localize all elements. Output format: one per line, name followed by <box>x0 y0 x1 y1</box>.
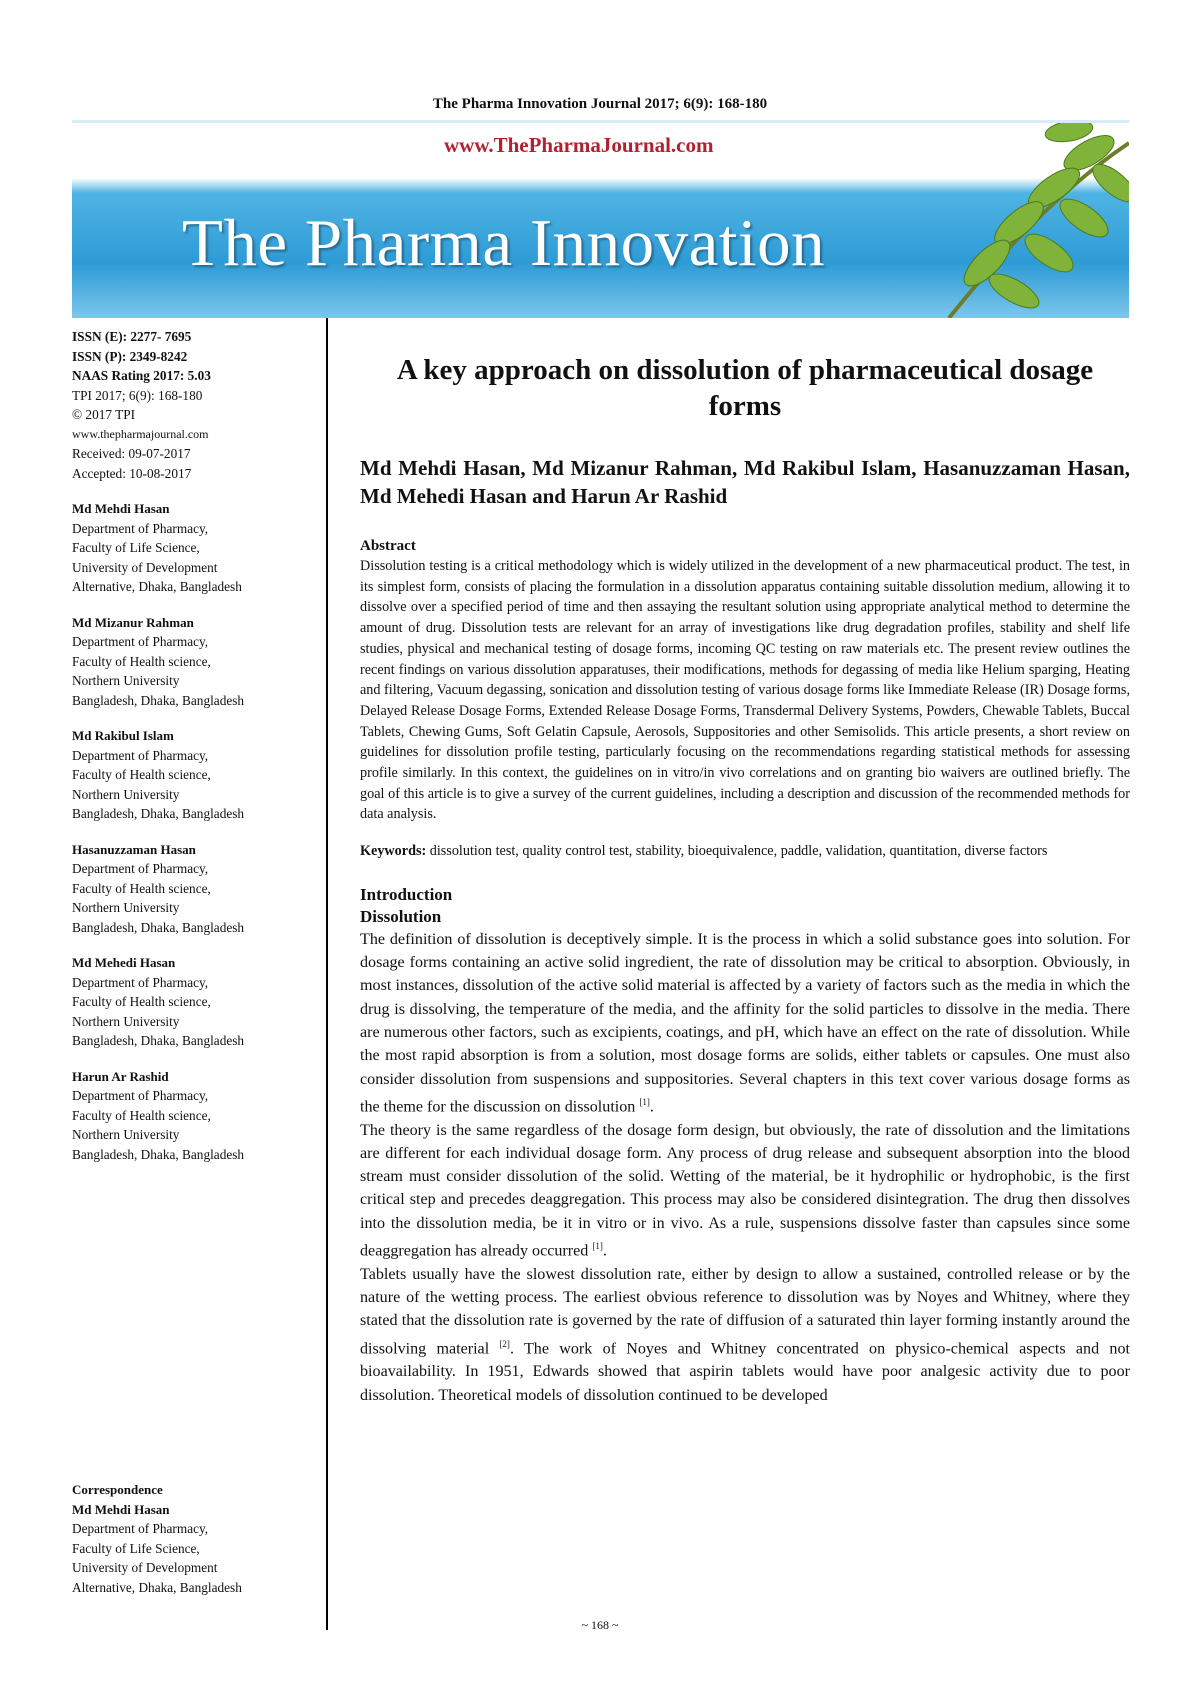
sidebar-author-name: Hasanuzzaman Hasan <box>72 841 196 857</box>
paragraph-tail-text: . <box>602 1242 607 1260</box>
sidebar-author-affiliation-line: Bangladesh, Dhaka, Bangladesh <box>72 692 245 708</box>
sidebar-meta-line[interactable]: www.thepharmajournal.com <box>72 426 209 441</box>
sidebar-author-list <box>72 499 322 1164</box>
journal-banner <box>72 120 1129 318</box>
paragraph-text: The theory is the same regardless of the dosage form design, but obviously, the rate of dissolution and the limitations are different for each individual dosage form. Any process of drug release and subsequent absorption into the blood stream must consider dissolution of the solid. Wetting of the material, be it hydrophilic or hydrophobic, is the first critical step and precedes deaggregation. This process may also be considered disintegration. The drug then dissolves into the dissolution media, be it in vitro or in vivo. As a rule, suspensions dissolve faster than capsules since some deaggregation has already occurred <box>360 1121 1130 1260</box>
leaf-illustration-icon <box>889 123 1129 318</box>
sidebar-author <box>72 1067 322 1165</box>
column-divider <box>326 318 328 1630</box>
sidebar-meta-line: TPI 2017; 6(9): 168-180 <box>72 387 203 403</box>
introduction-heading: Introduction <box>360 884 453 904</box>
body-paragraph <box>360 1263 1130 1407</box>
sidebar-author <box>72 840 322 938</box>
sidebar-author-affiliation-line: Department of Pharmacy, <box>72 747 209 763</box>
body-paragraph <box>360 928 1130 1119</box>
sidebar-author-affiliation-line: Northern University <box>72 786 180 802</box>
keywords <box>360 841 1130 862</box>
sidebar-meta-line: ISSN (P): 2349-8242 <box>72 348 188 364</box>
sidebar-author-affiliation-line: Faculty of Health science, <box>72 994 211 1009</box>
sidebar-author-affiliation-line: Department of Pharmacy, <box>72 520 209 536</box>
citation-reference[interactable]: [1] <box>639 1096 650 1107</box>
correspondence-affiliation-line: Alternative, Dhaka, Bangladesh <box>72 1579 242 1595</box>
sidebar-author-affiliation-line: Bangladesh, Dhaka, Bangladesh <box>72 1033 245 1048</box>
correspondence-affiliation-line: University of Development <box>72 1560 218 1575</box>
sidebar <box>72 327 322 1164</box>
main-column <box>360 352 1130 1407</box>
correspondence-affiliation-line: Department of Pharmacy, <box>72 1521 209 1536</box>
dissolution-subheading: Dissolution <box>360 906 442 926</box>
sidebar-author-affiliation-line: Northern University <box>72 900 180 915</box>
sidebar-author-affiliation-line: University of Development <box>72 559 218 575</box>
sidebar-meta-line: ISSN (E): 2277- 7695 <box>72 329 192 344</box>
keywords-label: Keywords: <box>360 843 427 860</box>
sidebar-author-affiliation-line: Faculty of Health science, <box>72 767 211 782</box>
sidebar-author-affiliation-line: Department of Pharmacy, <box>72 634 209 649</box>
sidebar-author <box>72 953 322 1051</box>
sidebar-author <box>72 613 322 711</box>
correspondence-name: Md Mehdi Hasan <box>72 1501 170 1517</box>
page-number: ~ 168 ~ <box>581 1618 619 1632</box>
body-paragraph <box>360 1119 1130 1263</box>
citation-reference[interactable]: [1] <box>592 1241 603 1252</box>
journal-running-header: The Pharma Innovation Journal 2017; 6(9): 168-180 <box>432 96 768 112</box>
sidebar-author-affiliation-line: Bangladesh, Dhaka, Bangladesh <box>72 806 245 821</box>
sidebar-author-affiliation-line: Northern University <box>72 1127 180 1142</box>
sidebar-meta-line: Accepted: 10-08-2017 <box>72 465 192 481</box>
journal-url[interactable]: www.ThePharmaJournal.com <box>444 133 714 157</box>
sidebar-author-affiliation-line: Faculty of Health science, <box>72 1107 211 1123</box>
correspondence-affiliation-line: Faculty of Life Science, <box>72 1540 200 1556</box>
sidebar-author <box>72 499 322 597</box>
sidebar-author-affiliation-line: Northern University <box>72 1013 180 1029</box>
sidebar-author-affiliation-line: Bangladesh, Dhaka, Bangladesh <box>72 919 245 935</box>
article-title: A key approach on dissolution of pharmaceutical dosage forms <box>396 354 1094 422</box>
sidebar-author <box>72 726 322 824</box>
sidebar-meta-line: © 2017 TPI <box>72 407 136 422</box>
abstract-heading: Abstract <box>360 538 416 554</box>
correspondence-label: Correspondence <box>72 1482 163 1497</box>
sidebar-author-name: Md Mehedi Hasan <box>72 955 176 970</box>
sidebar-author-affiliation-line: Faculty of Health science, <box>72 653 211 669</box>
article-authors: Md Mehdi Hasan, Md Mizanur Rahman, Md Rakibul Islam, Hasanuzzaman Hasan, Md Mehedi Hasan and Harun Ar Rashid <box>360 456 1130 508</box>
paragraph-text: The definition of dissolution is deceptively simple. It is the process in which a solid substance goes into solution. For dosage forms containing an active solid ingredient, the rate of dissolution may be critical to absorption. Obviously, in most instances, dissolution of the active solid material is affected by a variety of factors such as the media in which the drug is dissolving, the temperature of the media, and the affinity for the solid particles to dissolve in the media. There are numerous other factors, such as excipients, coatings, and pH, which have an effect on the rate of dissolution. While the most rapid absorption is from a solution, most dosage forms are solids, either tablets or capsules. One must also consider dissolution from suspensions and suppositories. Several chapters in this text cover various dosage forms as the theme for the discussion on dissolution <box>360 930 1130 1116</box>
sidebar-author-affiliation-line: Northern University <box>72 673 180 688</box>
sidebar-author-affiliation-line: Bangladesh, Dhaka, Bangladesh <box>72 1146 245 1162</box>
keywords-text: dissolution test, quality control test, stability, bioequivalence, paddle, validation, quantitation, diverse factors <box>429 843 1048 860</box>
sidebar-author-affiliation-line: Department of Pharmacy, <box>72 1088 209 1103</box>
sidebar-meta-line: NAAS Rating 2017: 5.03 <box>72 368 211 383</box>
correspondence-block <box>72 1480 322 1597</box>
journal-banner-title: The Pharma Innovation <box>182 206 826 280</box>
sidebar-author-affiliation-line: Department of Pharmacy, <box>72 861 209 876</box>
sidebar-author-name: Md Mehdi Hasan <box>72 501 170 516</box>
sidebar-author-affiliation-line: Alternative, Dhaka, Bangladesh <box>72 579 242 594</box>
sidebar-meta-line: Received: 09-07-2017 <box>72 446 191 461</box>
paragraph-text: Tablets usually have the slowest dissolution rate, either by design to allow a sustained, controlled release or by the nature of the wetting process. The earliest obvious reference to dissolution was by Noyes and Whitney, where they stated that the dissolution rate is governed by the rate of diffusion of a saturated thin layer forming instantly around the dissolving material <box>360 1265 1130 1357</box>
body-paragraphs <box>360 928 1130 1407</box>
sidebar-author-name: Md Rakibul Islam <box>72 728 174 743</box>
sidebar-author-affiliation-line: Department of Pharmacy, <box>72 974 209 990</box>
abstract-text: Dissolution testing is a critical methodology which is widely utilized in the development of a new pharmaceutical product. The test, in its simplest form, consists of placing the formulation in a dissolution apparatus containing suitable dissolution medium, allowing it to dissolve over a specified period of time and then assaying the resultant solution using appropriate analytical method to determine the amount of drug. Dissolution tests are relevant for an array of investigations like drug degradation profiles, stability and shelf life studies, physical and mechanical testing of dosage forms, incoming QC testing on raw materials etc. The present review outlines the recent findings on various dissolution apparatuses, their modifications, methods for degassing of media like Helium sparging, Heating and filtering, Vacuum degassing, sonication and dissolution testing of various dosage forms like Immediate Release (IR) Dosage forms, Delayed Release Dosage Forms, Extended Release Dosage Forms, Transdermal Delivery Systems, Powders, Chewable Tablets, Buccal Tablets, Chewing Gums, Soft Gelatin Capsule, Aerosols, Suppositories and other Semisolids. This article presents, a short review on guidelines for dissolution profile testing, particularly focusing on the recommendations regarding statistical methods for assessing profile similarly. In this context, the guidelines on in vitro/in vivo correlations and on granting bio waivers are outlined briefly. The goal of this article is to give a survey of the current guidelines, including a description and discussion of the recommended methods for data analysis. <box>360 558 1130 823</box>
paragraph-tail-text: . The work of Noyes and Whitney concentrated on physico-chemical aspects and not bioavailability. In 1951, Edwards showed that aspirin tablets would have poor analgesic activity due to poor dissolution. Theoretical models of dissolution continued to be developed <box>360 1339 1130 1404</box>
correspondence-affiliation <box>72 1519 322 1597</box>
paragraph-tail-text: . <box>649 1098 654 1116</box>
sidebar-author-affiliation-line: Faculty of Health science, <box>72 880 211 896</box>
sidebar-author-name: Md Mizanur Rahman <box>72 614 194 630</box>
citation-reference[interactable]: [2] <box>499 1338 510 1349</box>
sidebar-author-affiliation-line: Faculty of Life Science, <box>72 540 200 555</box>
sidebar-author-name: Harun Ar Rashid <box>72 1068 169 1084</box>
sidebar-meta <box>72 327 322 483</box>
